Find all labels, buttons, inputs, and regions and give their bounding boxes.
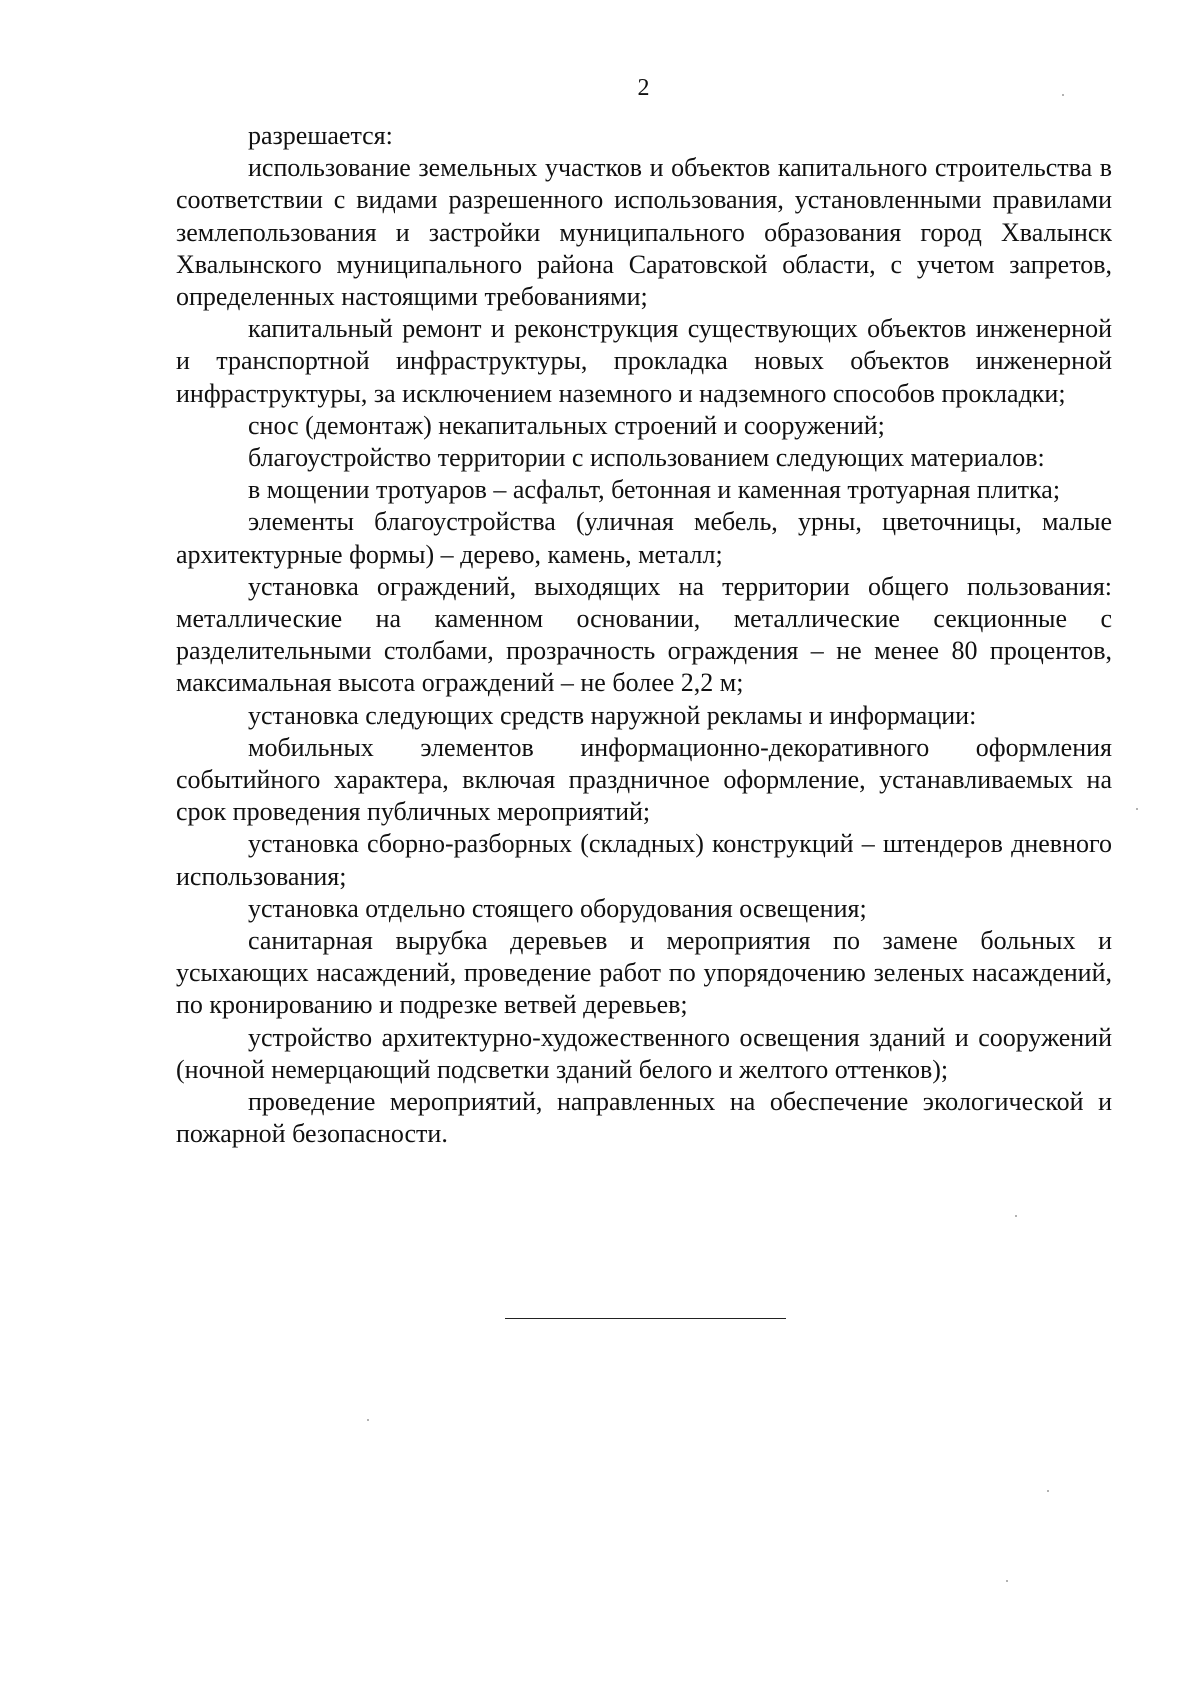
paragraph: мобильных элементов информационно-декоративного оформления событийного характера, включая праздничное оформление, устанавливаемых на срок проведения публичных мероприятий; bbox=[176, 732, 1112, 827]
paragraph: установка ограждений, выходящих на территории общего пользования: металлические на каменном основании, металлические секционные с разделительными столбами, прозрачность ограждения – не менее 80 процентов, максимальная высота ограждений – не более 2,2 м; bbox=[176, 571, 1112, 698]
paragraph: капитальный ремонт и реконструкция существующих объектов инженерной и транспортной инфраструктуры, прокладка новых объектов инженерной инфраструктуры, за исключением наземного и надземного способов прокладки; bbox=[176, 314, 1112, 408]
paragraph: установка следующих средств наружной рекламы и информации: bbox=[248, 700, 977, 730]
document-body bbox=[176, 120, 1112, 1151]
scan-speck bbox=[1047, 1490, 1049, 1492]
paragraph: установка отдельно стоящего оборудования освещения; bbox=[248, 893, 867, 923]
scan-speck bbox=[1006, 1580, 1008, 1582]
paragraph: элементы благоустройства (уличная мебель, урны, цветочницы, малые архитектурные формы) – дерево, камень, металл; bbox=[176, 507, 1112, 569]
closing-rule bbox=[505, 1318, 786, 1319]
paragraph: использование земельных участков и объектов капитального строительства в соответствии с видами разрешенного использования, установленными правилами землепользования и застройки муниципального образования город Хвалынск Хвалынского муниципального района Саратовской области, с учетом запретов, определенных настоящими требованиями; bbox=[176, 153, 1112, 312]
paragraph: санитарная вырубка деревьев и мероприятия по замене больных и усыхающих насаждений, проведение работ по упорядочению зеленых насаждений, по кронированию и подрезке ветвей деревьев; bbox=[176, 926, 1112, 1020]
paragraph: устройство архитектурно-художественного освещения зданий и сооружений (ночной немерцающий подсветки зданий белого и желтого оттенков); bbox=[176, 1022, 1112, 1084]
scan-speck bbox=[1015, 1215, 1017, 1217]
paragraph: разрешается: bbox=[248, 121, 393, 150]
paragraph: благоустройство территории с использованием следующих материалов: bbox=[248, 443, 1045, 473]
page-number: 2 bbox=[637, 75, 650, 101]
paragraph: проведение мероприятий, направленных на обеспечение экологической и пожарной безопасности. bbox=[176, 1087, 1112, 1149]
paragraph: в мощении тротуаров – асфальт, бетонная и каменная тротуарная плитка; bbox=[248, 475, 1061, 505]
paragraph: снос (демонтаж) некапитальных строений и сооружений; bbox=[248, 410, 885, 440]
scan-speck bbox=[1062, 94, 1064, 96]
scan-speck bbox=[1136, 808, 1138, 810]
paragraph: установка сборно-разборных (складных) конструкций – штендеров дневного использования; bbox=[176, 829, 1112, 891]
scan-speck bbox=[367, 1419, 369, 1421]
